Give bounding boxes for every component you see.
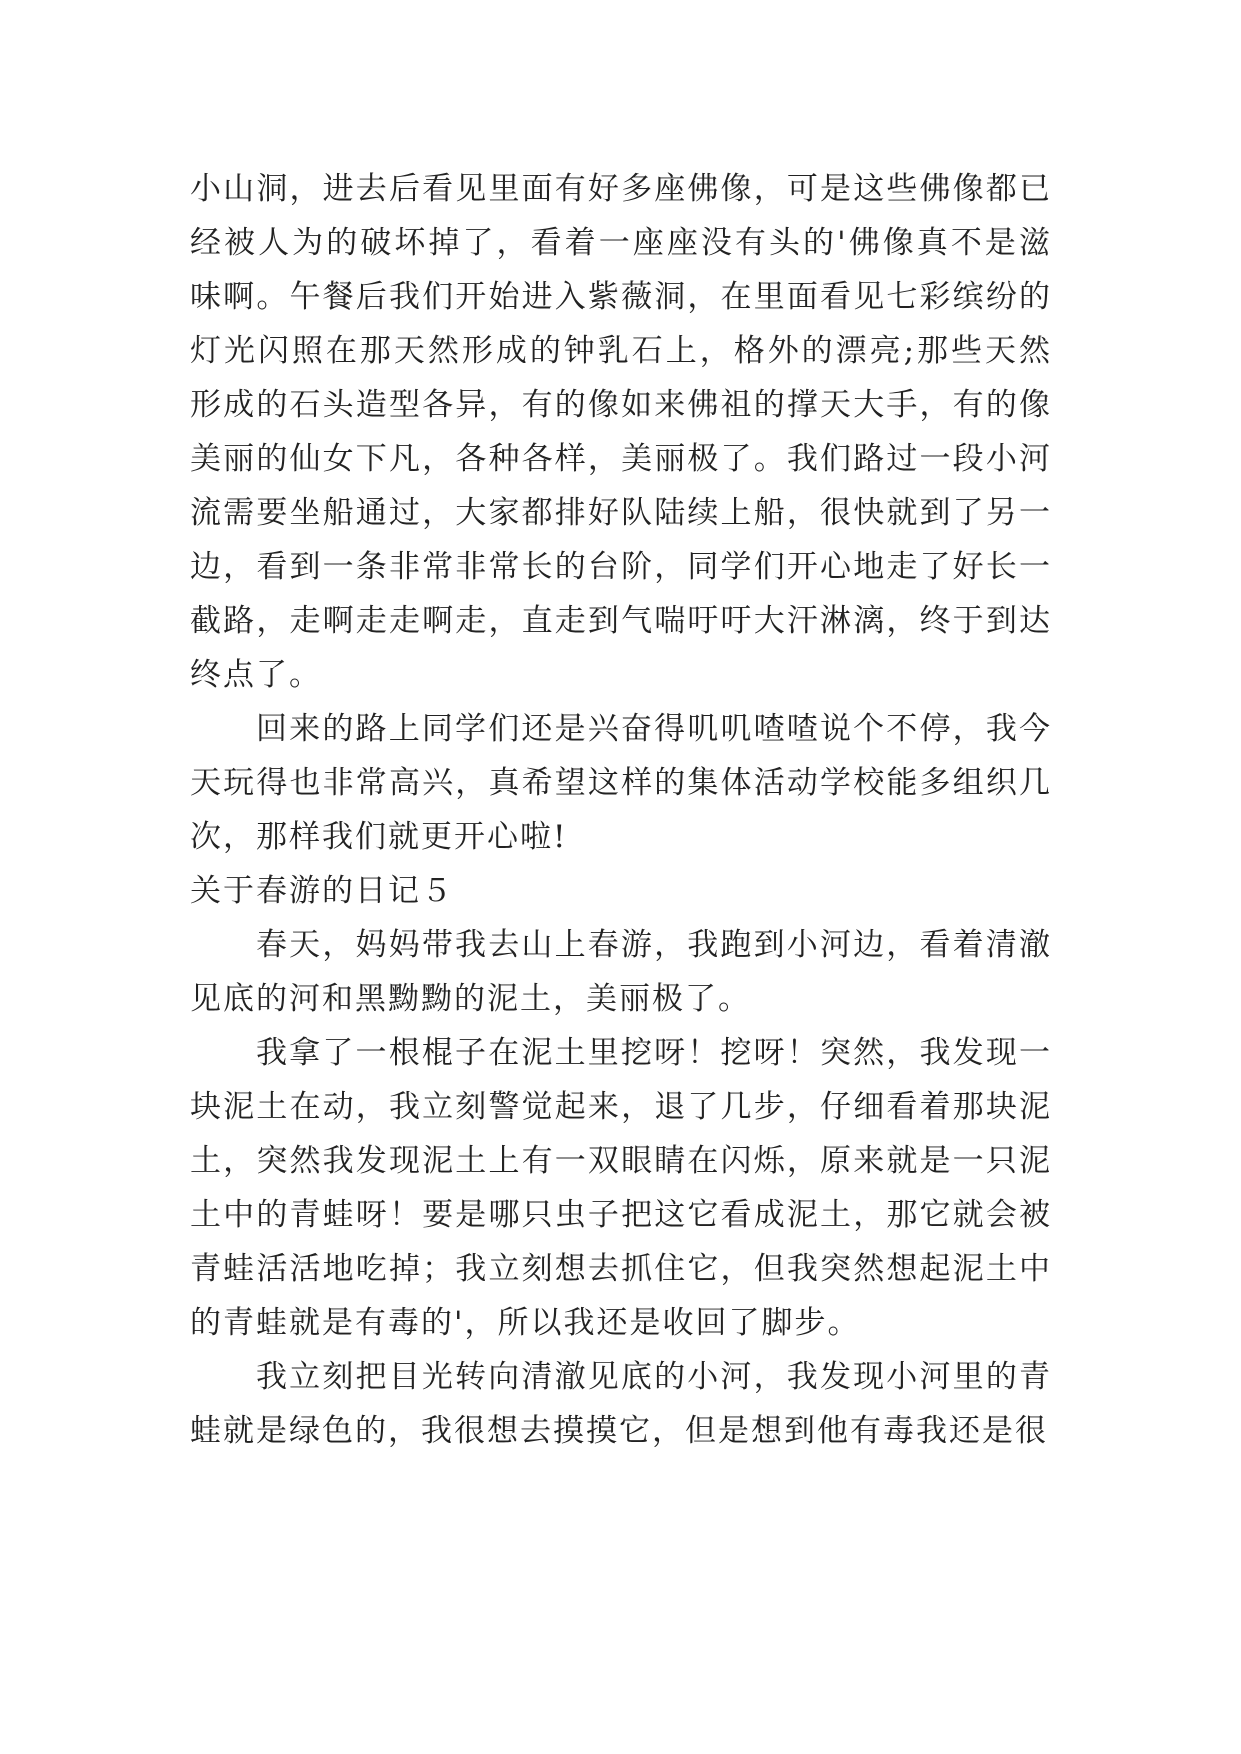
- section-heading: 关于春游的日记５: [190, 873, 454, 909]
- paragraph: 我立刻把目光转向清澈见底的小河，我发现小河里的青蛙就是绿色的，我很想去摸摸它，但是想到他有毒我还是很: [190, 1359, 1052, 1449]
- paragraph: 回来的路上同学们还是兴奋得叽叽喳喳说个不停，我今天玩得也非常高兴，真希望这样的集体活动学校能多组织几次，那样我们就更开心啦!: [190, 711, 1052, 855]
- paragraph-continued: 小山洞，进去后看见里面有好多座佛像，可是这些佛像都已经被人为的破坏掉了，看着一座座没有头的'佛像真不是滋味啊。午餐后我们开始进入紫薇洞，在里面看见七彩缤纷的灯光闪照在那天然形成的钟乳石上，格外的漂亮;那些天然形成的石头造型各异，有的像如来佛祖的撑天大手，有的像美丽的仙女下凡，各种各样，美丽极了。我们路过一段小河流需要坐船通过，大家都排好队陆续上船，很快就到了另一边，看到一条非常非常长的台阶，同学们开心地走了好长一截路，走啊走走啊走，直走到气喘吁吁大汗淋漓，终于到达终点了。: [190, 171, 1052, 693]
- paragraph: 我拿了一根棍子在泥土里挖呀！挖呀！突然，我发现一块泥土在动，我立刻警觉起来，退了几步，仔细看着那块泥土，突然我发现泥土上有一双眼睛在闪烁，原来就是一只泥土中的青蛙呀！要是哪只虫子把这它看成泥土，那它就会被青蛙活活地吃掉；我立刻想去抓住它，但我突然想起泥土中的青蛙就是有毒的'，所以我还是收回了脚步。: [190, 1035, 1052, 1341]
- document-body: [190, 162, 1052, 1458]
- paragraph: 春天，妈妈带我去山上春游，我跑到小河边，看着清澈见底的河和黑黝黝的泥土，美丽极了。: [190, 927, 1052, 1017]
